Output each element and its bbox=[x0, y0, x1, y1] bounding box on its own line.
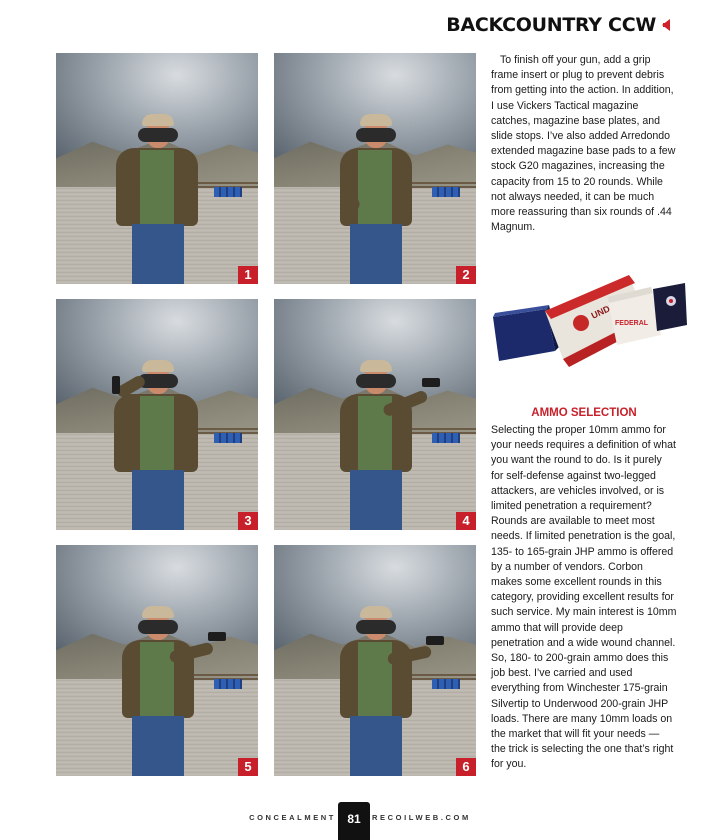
photo-5 bbox=[56, 545, 258, 776]
shooter-figure bbox=[114, 604, 200, 776]
footer-magazine-name: CONCEALMENT bbox=[249, 813, 336, 822]
section-arrow-icon bbox=[662, 19, 670, 31]
intro-text: To finish off your gun, add a grip frame insert or plug to prevent debris from getting into the action. In addition, I use Vickers Tactical magazine catches, magazine base plates, and slide stops. I’ve also added Arredondo extended magazine base pads to a few stock G20 magazines, increasing the capacity from 15 to 20 rounds. While not always needed, it can be much more reassuring than six rounds of .44 Magnum. bbox=[491, 54, 676, 234]
ammo-paragraph bbox=[491, 423, 677, 773]
photo-number-badge: 3 bbox=[238, 512, 258, 530]
shooter-figure bbox=[332, 604, 418, 776]
photo-number-badge: 4 bbox=[456, 512, 476, 530]
photo-number-badge: 1 bbox=[238, 266, 258, 284]
shooter-figure bbox=[332, 358, 418, 530]
ammo-box-dark bbox=[653, 283, 687, 331]
ammo-selection-heading: AMMO SELECTION bbox=[531, 407, 637, 419]
footer-website: RECOILWEB.COM bbox=[372, 813, 471, 822]
photo-number-badge: 5 bbox=[238, 758, 258, 776]
ammo-boxes-image bbox=[489, 265, 689, 385]
section-title: BACKCOUNTRY CCW bbox=[446, 14, 656, 36]
page-footer bbox=[0, 800, 708, 840]
photo-1 bbox=[56, 53, 258, 284]
page-number: 81 bbox=[338, 802, 370, 840]
photo-number-badge: 2 bbox=[456, 266, 476, 284]
box-label-federal: FEDERAL bbox=[615, 320, 649, 327]
section-header bbox=[446, 14, 670, 36]
photo-6 bbox=[274, 545, 476, 776]
shooter-figure bbox=[114, 358, 200, 530]
photo-number-badge: 6 bbox=[456, 758, 476, 776]
photo-2 bbox=[274, 53, 476, 284]
photo-4 bbox=[274, 299, 476, 530]
ammo-text: Selecting the proper 10mm ammo for your needs requires a definition of what you want the round to do. Is it purely for self-defense against two-legged attackers, are vehicles involved, or is limited penetration a requirement? Rounds are available to meet most needs. If limited penetration is the goal, 135- to 165-grain JHP ammo is offered by a number of vendors. Corbon makes some excellent rounds in this category, providing excellent results for such service. My main interest is 10mm ammo that will provide deep penetration and a wide wound channel. So, 180- to 200-grain ammo does this job best. I’ve carried and used everything from Winchester 175-grain Silvertip to Underwood 200-grain JHP loads. There are many 10mm loads on the market that will fit your needs — the trick is selecting the one that’s right for you. bbox=[491, 424, 677, 771]
intro-paragraph bbox=[491, 53, 677, 235]
photo-3 bbox=[56, 299, 258, 530]
shooter-figure bbox=[332, 112, 418, 284]
shooter-figure bbox=[114, 112, 200, 284]
